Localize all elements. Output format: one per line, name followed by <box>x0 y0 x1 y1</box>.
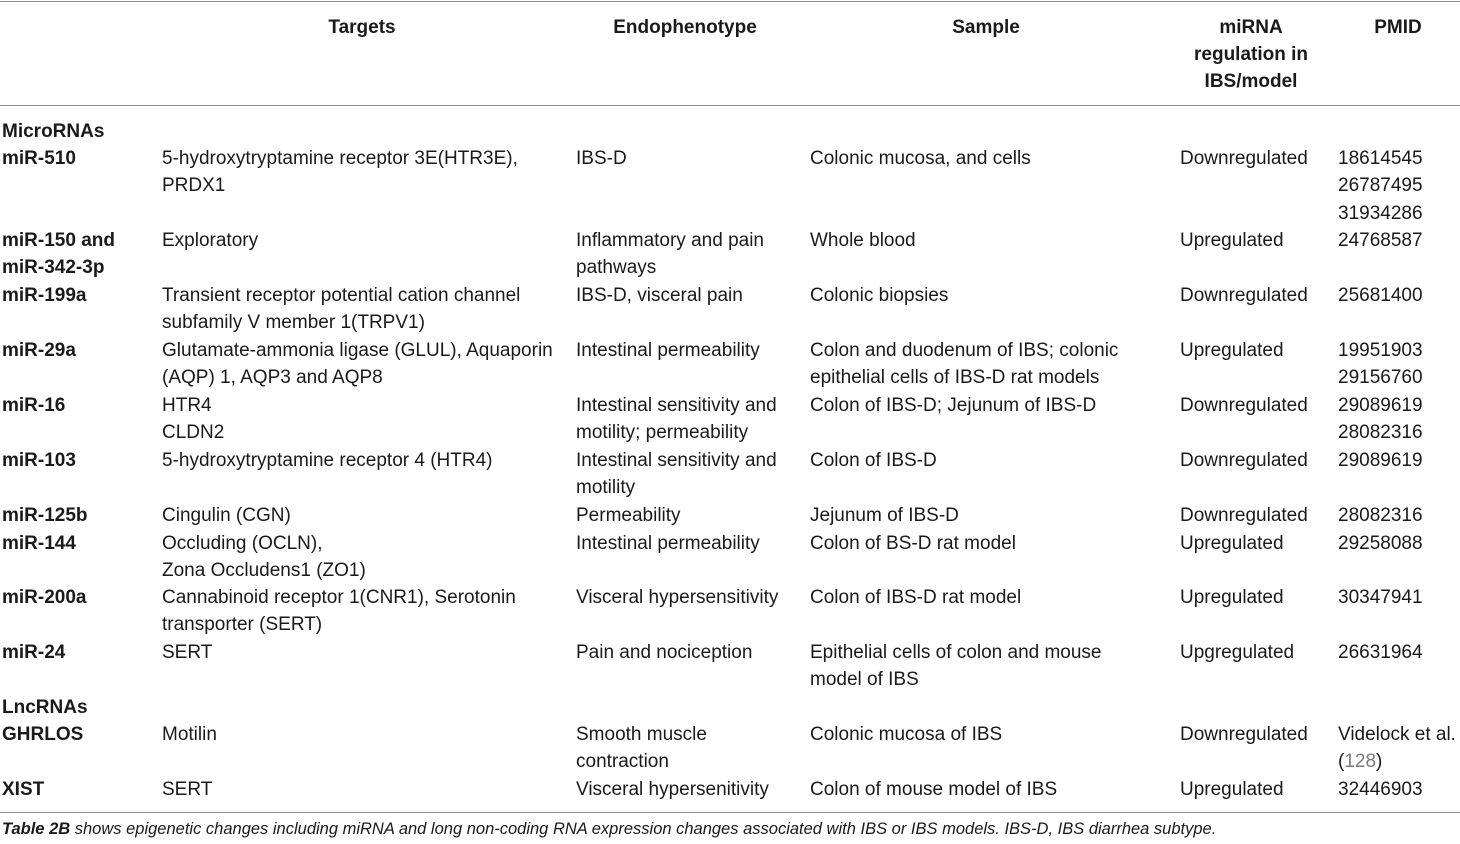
cell-line: 29258088 <box>1338 533 1423 554</box>
cell-line: model of IBS <box>810 669 919 691</box>
cell-sample <box>810 530 1170 557</box>
cell-line: Transient receptor potential cation channel <box>162 285 521 306</box>
cell-pmid <box>1338 776 1460 803</box>
cell-line: miR-200a <box>2 587 87 608</box>
cell-endophenotype <box>576 282 801 309</box>
cell-targets <box>162 282 567 337</box>
cell-line: Cannabinoid receptor 1(CNR1), Serotonin <box>162 587 516 608</box>
top-rule <box>0 1 1460 2</box>
paren-open: ( <box>1338 751 1345 773</box>
header-endophenotype: Endophenotype <box>613 17 757 38</box>
cell-line: Epithelial cells of colon and mouse <box>810 642 1102 663</box>
cell-line: Downregulated <box>1180 724 1308 745</box>
cell-targets <box>162 584 567 639</box>
table-caption <box>2 820 1216 839</box>
header-targets: Targets <box>328 17 396 38</box>
cell-line: Smooth muscle <box>576 724 707 745</box>
cell-line: Colonic mucosa of IBS <box>810 724 1003 745</box>
cell-line: Upregulated <box>1180 779 1284 800</box>
cell-line: Exploratory <box>162 230 259 251</box>
cell-endophenotype <box>576 721 801 776</box>
cell-line: 25681400 <box>1338 285 1423 306</box>
row-name <box>2 145 157 172</box>
cell-line: miR-29a <box>2 340 76 361</box>
cell-line: Zona Occludens1 (ZO1) <box>162 560 366 582</box>
cell-line: GHRLOS <box>2 724 84 745</box>
cell-endophenotype <box>576 639 801 666</box>
cell-sample <box>810 502 1170 529</box>
cell-sample <box>810 584 1170 611</box>
cell-sample <box>810 447 1170 474</box>
cell-line: Colonic biopsies <box>810 285 949 306</box>
cell-line: (AQP) 1, AQP3 and AQP8 <box>162 367 383 389</box>
cell-endophenotype <box>576 227 801 282</box>
cell-line: 29089619 <box>1338 450 1423 471</box>
cell-line: 26787495 <box>1338 175 1423 197</box>
cell-regulation <box>1180 447 1330 474</box>
cell-sample <box>810 145 1170 172</box>
cell-line: Upgregulated <box>1180 642 1295 663</box>
cell-line: Downregulated <box>1180 450 1308 471</box>
cell-endophenotype <box>576 502 801 529</box>
cell-line: miR-103 <box>2 450 76 471</box>
cell-line: 24768587 <box>1338 230 1423 251</box>
cell-line: 30347941 <box>1338 587 1423 608</box>
cell-line: 28082316 <box>1338 422 1423 444</box>
bottom-rule <box>0 812 1460 813</box>
cell-line: miR-510 <box>2 148 76 169</box>
cell-regulation <box>1180 227 1330 254</box>
cell-line: Upregulated <box>1180 587 1284 608</box>
cell-line: 29156760 <box>1338 367 1423 389</box>
cell-pmid <box>1338 447 1460 474</box>
row-name <box>2 447 157 474</box>
cell-line: Upregulated <box>1180 340 1284 361</box>
cell-line: 19951903 <box>1338 340 1423 361</box>
cell-regulation <box>1180 721 1330 748</box>
cell-line: miR-342-3p <box>2 257 105 279</box>
row-name <box>2 639 157 666</box>
cell-line: 32446903 <box>1338 779 1423 800</box>
cell-line: motility; permeability <box>576 422 749 444</box>
caption-text: shows epigenetic changes including miRNA and long non-coding RNA expression changes associated with IBS or IBS models. IBS-D, IBS diarrhea subtype. <box>70 820 1217 838</box>
cell-line: Colon of mouse model of IBS <box>810 779 1058 800</box>
cell-pmid <box>1338 721 1460 776</box>
cell-line: Intestinal permeability <box>576 533 760 554</box>
cell-line: Colon and duodenum of IBS; colonic <box>810 340 1119 361</box>
cell-endophenotype <box>576 392 801 447</box>
cell-regulation <box>1180 145 1330 172</box>
row-name <box>2 502 157 529</box>
cell-line: IBS-D, visceral pain <box>576 285 743 306</box>
header-regulation-line: regulation in <box>1194 44 1308 65</box>
cell-targets <box>162 447 567 474</box>
cell-regulation <box>1180 639 1330 666</box>
cell-line: 18614545 <box>1338 148 1423 169</box>
cell-pmid <box>1338 392 1460 447</box>
cell-line: Intestinal permeability <box>576 340 760 361</box>
section-lncrnas: LncRNAs <box>2 697 88 718</box>
cell-endophenotype <box>576 776 801 803</box>
caption-label: Table 2B <box>2 820 71 838</box>
cell-endophenotype <box>576 530 801 557</box>
header-regulation-line: miRNA <box>1219 17 1283 38</box>
header-pmid: PMID <box>1374 17 1422 38</box>
cell-pmid <box>1338 282 1460 309</box>
cell-targets <box>162 145 567 200</box>
cell-line: CLDN2 <box>162 422 225 444</box>
cell-line: Permeability <box>576 505 681 526</box>
cell-line: Inflammatory and pain <box>576 230 764 251</box>
cell-regulation <box>1180 584 1330 611</box>
cell-regulation <box>1180 502 1330 529</box>
cell-sample <box>810 639 1170 694</box>
cell-line: Colon of IBS-D; Jejunum of IBS-D <box>810 395 1097 416</box>
cell-line: pathways <box>576 257 657 279</box>
cell-line: Colon of IBS-D <box>810 450 937 471</box>
cell-line <box>1338 748 1460 775</box>
cell-line: PRDX1 <box>162 175 226 197</box>
cell-line: transporter (SERT) <box>162 614 323 636</box>
cell-line: epithelial cells of IBS-D rat models <box>810 367 1100 389</box>
cell-endophenotype <box>576 145 801 172</box>
cell-line: Motilin <box>162 724 217 745</box>
cell-line: motility <box>576 477 636 499</box>
cell-line: IBS-D <box>576 148 627 169</box>
cell-targets <box>162 721 567 748</box>
cell-line: Colon of BS-D rat model <box>810 533 1016 554</box>
cell-line: Upregulated <box>1180 230 1284 251</box>
cell-line: miR-16 <box>2 395 66 416</box>
cell-line: miR-144 <box>2 533 76 554</box>
reference-link[interactable]: 128 <box>1344 751 1377 773</box>
paren-close: ) <box>1376 751 1383 773</box>
cell-targets <box>162 337 567 392</box>
cell-targets <box>162 227 567 254</box>
header-sample: Sample <box>952 17 1020 38</box>
cell-line: 29089619 <box>1338 395 1423 416</box>
header-regulation-line: IBS/model <box>1204 71 1298 92</box>
cell-line: miR-150 and <box>2 230 115 251</box>
cell-pmid <box>1338 530 1460 557</box>
cell-line: Jejunum of IBS-D <box>810 505 959 526</box>
cell-pmid <box>1338 639 1460 666</box>
cell-line: contraction <box>576 751 669 773</box>
cell-line: Whole blood <box>810 230 916 251</box>
cell-sample <box>810 776 1170 803</box>
cell-sample <box>810 282 1170 309</box>
cell-targets <box>162 530 567 585</box>
cell-pmid <box>1338 145 1460 227</box>
cell-line: Visceral hypersenitivity <box>576 779 769 800</box>
cell-line: Upregulated <box>1180 533 1284 554</box>
cell-endophenotype <box>576 337 801 364</box>
row-name <box>2 337 157 364</box>
cell-sample <box>810 392 1170 419</box>
cell-endophenotype <box>576 584 801 611</box>
cell-line: miR-199a <box>2 285 87 306</box>
cell-line: subfamily V member 1(TRPV1) <box>162 312 425 334</box>
cell-line: Downregulated <box>1180 505 1308 526</box>
cell-regulation <box>1180 392 1330 419</box>
header-regulation <box>1176 14 1326 95</box>
cell-line: Cingulin (CGN) <box>162 505 291 526</box>
cell-regulation <box>1180 776 1330 803</box>
row-name <box>2 392 157 419</box>
cell-line: Pain and nociception <box>576 642 753 663</box>
cell-targets <box>162 776 567 803</box>
cell-line: Downregulated <box>1180 395 1308 416</box>
cell-line: SERT <box>162 779 213 800</box>
cell-line: Occluding (OCLN), <box>162 533 323 554</box>
cell-pmid <box>1338 337 1460 392</box>
cell-line: Glutamate-ammonia ligase (GLUL), Aquaporin <box>162 340 553 361</box>
cell-line: SERT <box>162 642 213 663</box>
cell-sample <box>810 721 1170 748</box>
cell-line: Intestinal sensitivity and <box>576 450 777 471</box>
cell-pmid <box>1338 502 1460 529</box>
cell-targets <box>162 502 567 529</box>
cell-regulation <box>1180 282 1330 309</box>
cell-line: 28082316 <box>1338 505 1423 526</box>
cell-line: 5-hydroxytryptamine receptor 3E(HTR3E), <box>162 148 518 169</box>
row-name <box>2 530 157 557</box>
header-rule <box>0 105 1460 106</box>
cell-line: 5-hydroxytryptamine receptor 4 (HTR4) <box>162 450 493 471</box>
cell-line: HTR4 <box>162 395 212 416</box>
cell-line: Downregulated <box>1180 285 1308 306</box>
cell-line: 31934286 <box>1338 202 1423 224</box>
section-micrornas: MicroRNAs <box>2 121 105 142</box>
cell-line: XIST <box>2 779 45 800</box>
cell-regulation <box>1180 337 1330 364</box>
cell-line: miR-125b <box>2 505 88 526</box>
row-name <box>2 282 157 309</box>
cell-regulation <box>1180 530 1330 557</box>
row-name <box>2 584 157 611</box>
cell-pmid <box>1338 584 1460 611</box>
row-name <box>2 721 157 748</box>
row-name <box>2 227 157 282</box>
cell-pmid <box>1338 227 1460 254</box>
cell-line: 26631964 <box>1338 642 1423 663</box>
cell-sample <box>810 227 1170 254</box>
cell-line: miR-24 <box>2 642 66 663</box>
cell-line: Visceral hypersensitivity <box>576 587 779 608</box>
cell-line: Intestinal sensitivity and <box>576 395 777 416</box>
cell-line: Downregulated <box>1180 148 1308 169</box>
cell-targets <box>162 392 567 447</box>
cell-endophenotype <box>576 447 801 502</box>
row-name <box>2 776 157 803</box>
cell-line: Colon of IBS-D rat model <box>810 587 1022 608</box>
cell-line: Colonic mucosa, and cells <box>810 148 1031 169</box>
cell-sample <box>810 337 1170 392</box>
cell-targets <box>162 639 567 666</box>
cell-line: Videlock et al. <box>1338 724 1456 745</box>
